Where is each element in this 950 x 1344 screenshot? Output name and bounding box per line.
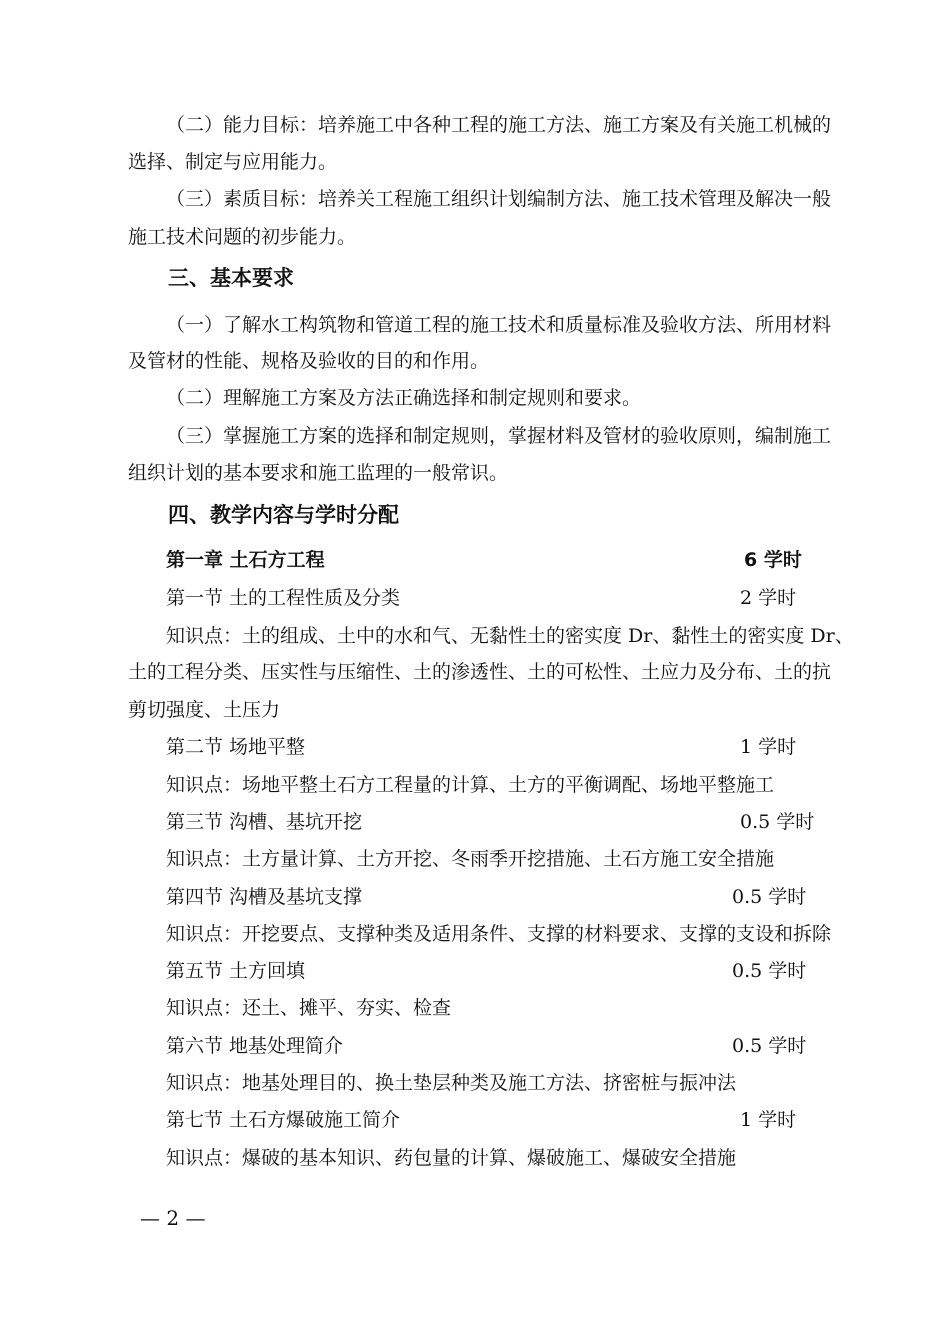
paragraph-line: （三）掌握施工方案的选择和制定规则，掌握材料及管材的验收原则，编制施工 <box>166 425 832 447</box>
knowledge-line: 知识点：地基处理目的、换土垫层种类及施工方法、挤密桩与振冲法 <box>166 1072 737 1094</box>
section-hours: 0.5 学时 <box>740 811 815 833</box>
paragraph-line: （三）素质目标：培养关工程施工组织计划编制方法、施工技术管理及解决一般 <box>166 188 832 210</box>
section-row <box>166 1108 806 1132</box>
section-hours: 0.5 学时 <box>732 960 807 982</box>
knowledge-line: 知识点：场地平整土石方工程量的计算、土方的平衡调配、场地平整施工 <box>166 774 775 796</box>
section-label: 第七节 土石方爆破施工简介 <box>166 1109 401 1131</box>
section-row <box>166 885 806 909</box>
section-heading: 四、教学内容与学时分配 <box>168 503 399 527</box>
knowledge-line: 知识点：土的组成、土中的水和气、无黏性土的密实度 Dr、黏性土的密实度 Dr、 <box>166 625 854 647</box>
knowledge-line: 知识点：开挖要点、支撑种类及适用条件、支撑的材料要求、支撑的支设和拆除 <box>166 923 832 945</box>
section-row <box>166 1034 806 1058</box>
paragraph-line: （一）了解水工构筑物和管道工程的施工技术和质量标准及验收方法、所用材料 <box>166 314 832 336</box>
section-label: 第三节 沟槽、基坑开挖 <box>166 811 363 833</box>
section-hours: 1 学时 <box>740 1109 797 1131</box>
section-heading: 三、基本要求 <box>168 266 294 290</box>
chapter-title: 第一章 土石方工程 <box>166 549 325 571</box>
section-row <box>166 959 806 983</box>
paragraph-line: 组织计划的基本要求和施工监理的一般常识。 <box>128 462 509 484</box>
chapter-hours: 6 学时 <box>744 549 802 571</box>
paragraph-line: （二）能力目标：培养施工中各种工程的施工方法、施工方案及有关施工机械的 <box>166 114 832 136</box>
paragraph-line: 施工技术问题的初步能力。 <box>128 226 357 248</box>
knowledge-line: 知识点：爆破的基本知识、药包量的计算、爆破施工、爆破安全措施 <box>166 1147 737 1169</box>
knowledge-line: 知识点：还土、摊平、夯实、检查 <box>166 997 452 1019</box>
paragraph-line: 及管材的性能、规格及验收的目的和作用。 <box>128 350 490 372</box>
section-hours: 2 学时 <box>740 587 797 609</box>
knowledge-line: 剪切强度、土压力 <box>128 699 281 721</box>
knowledge-line: 土的工程分类、压实性与压缩性、土的渗透性、土的可松性、土应力及分布、土的抗 <box>128 661 832 683</box>
paragraph-line: （二）理解施工方案及方法正确选择和制定规则和要求。 <box>166 387 642 409</box>
section-label: 第五节 土方回填 <box>166 960 306 982</box>
chapter-row <box>166 548 806 572</box>
section-hours: 0.5 学时 <box>732 1035 807 1057</box>
section-row <box>166 586 806 610</box>
section-hours: 1 学时 <box>740 736 797 758</box>
section-hours: 0.5 学时 <box>732 886 807 908</box>
section-label: 第一节 土的工程性质及分类 <box>166 587 401 609</box>
section-label: 第六节 地基处理简介 <box>166 1035 344 1057</box>
section-row <box>166 810 815 834</box>
page-number: — 2 — <box>140 1206 206 1230</box>
paragraph-line: 选择、制定与应用能力。 <box>128 151 338 173</box>
section-label: 第二节 场地平整 <box>166 736 306 758</box>
section-label: 第四节 沟槽及基坑支撑 <box>166 886 363 908</box>
section-row <box>166 735 806 759</box>
knowledge-line: 知识点：土方量计算、土方开挖、冬雨季开挖措施、土石方施工安全措施 <box>166 848 775 870</box>
